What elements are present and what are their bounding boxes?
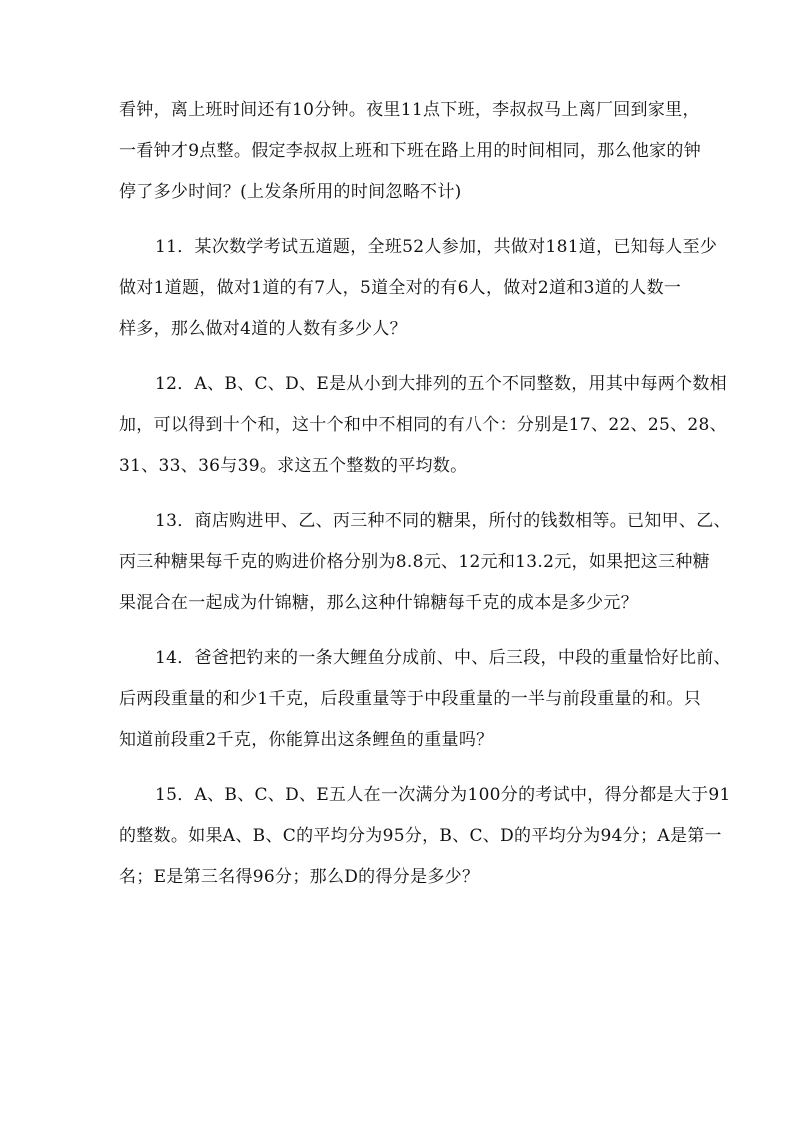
paragraph-problem-12: [119, 364, 727, 487]
text-line: 12．A、B、C、D、E是从小到大排列的五个不同整数，用其中每两个数相: [155, 374, 727, 394]
text-line: 的整数。如果A、B、C的平均分为95分，B、C、D的平均分为94分；A是第一: [119, 826, 722, 846]
text-line: 加，可以得到十个和，这十个和中不相同的有八个：分别是17、22、25、28、: [119, 415, 727, 435]
paragraph-problem-14: [119, 638, 731, 761]
text-line: 15．A、B、C、D、E五人在一次满分为100分的考试中，得分都是大于91: [155, 785, 731, 805]
text-line: 名；E是第三名得96分；那么D的得分是多少？: [119, 867, 480, 887]
text-line: 一看钟才9点整。假定李叔叔上班和下班在路上用的时间相同，那么他家的钟: [119, 141, 702, 161]
text-line: 做对1道题，做对1道的有7人，5道全对的有6人，做对2道和3道的人数一: [119, 278, 682, 298]
paragraph-problem-11: [119, 227, 718, 350]
text-line: 果混合在一起成为什锦糖，那么这种什锦糖每千克的成本是多少元？: [119, 593, 638, 613]
paragraph-problem-13: [119, 501, 731, 624]
text-line: 14．爸爸把钓来的一条大鲤鱼分成前、中、后三段，中段的重量恰好比前、: [155, 648, 731, 668]
paragraph-problem-15: [119, 775, 731, 898]
text-line: 31、33、36与39。求这五个整数的平均数。: [119, 456, 468, 476]
text-line: 知道前段重2千克，你能算出这条鲤鱼的重量吗？: [119, 730, 494, 750]
text-line: 11．某次数学考试五道题，全班52人参加，共做对181道，已知每人至少: [155, 237, 718, 257]
text-line: 后两段重量的和少1千克，后段重量等于中段重量的一半与前段重量的和。只: [119, 689, 702, 709]
text-line: 停了多少时间？(上发条所用的时间忽略不计): [119, 182, 462, 202]
text-line: 丙三种糖果每千克的购进价格分别为8.8元、12元和13.2元，如果把这三种糖: [119, 552, 710, 572]
text-line: 看钟，离上班时间还有10分钟。夜里11点下班，李叔叔马上离厂回到家里，: [119, 100, 700, 120]
text-line: 13．商店购进甲、乙、丙三种不同的糖果，所付的钱数相等。已知甲、乙、: [155, 511, 731, 531]
paragraph-problem-10-continuation: [119, 90, 702, 213]
text-line: 样多，那么做对4道的人数有多少人？: [119, 319, 407, 339]
